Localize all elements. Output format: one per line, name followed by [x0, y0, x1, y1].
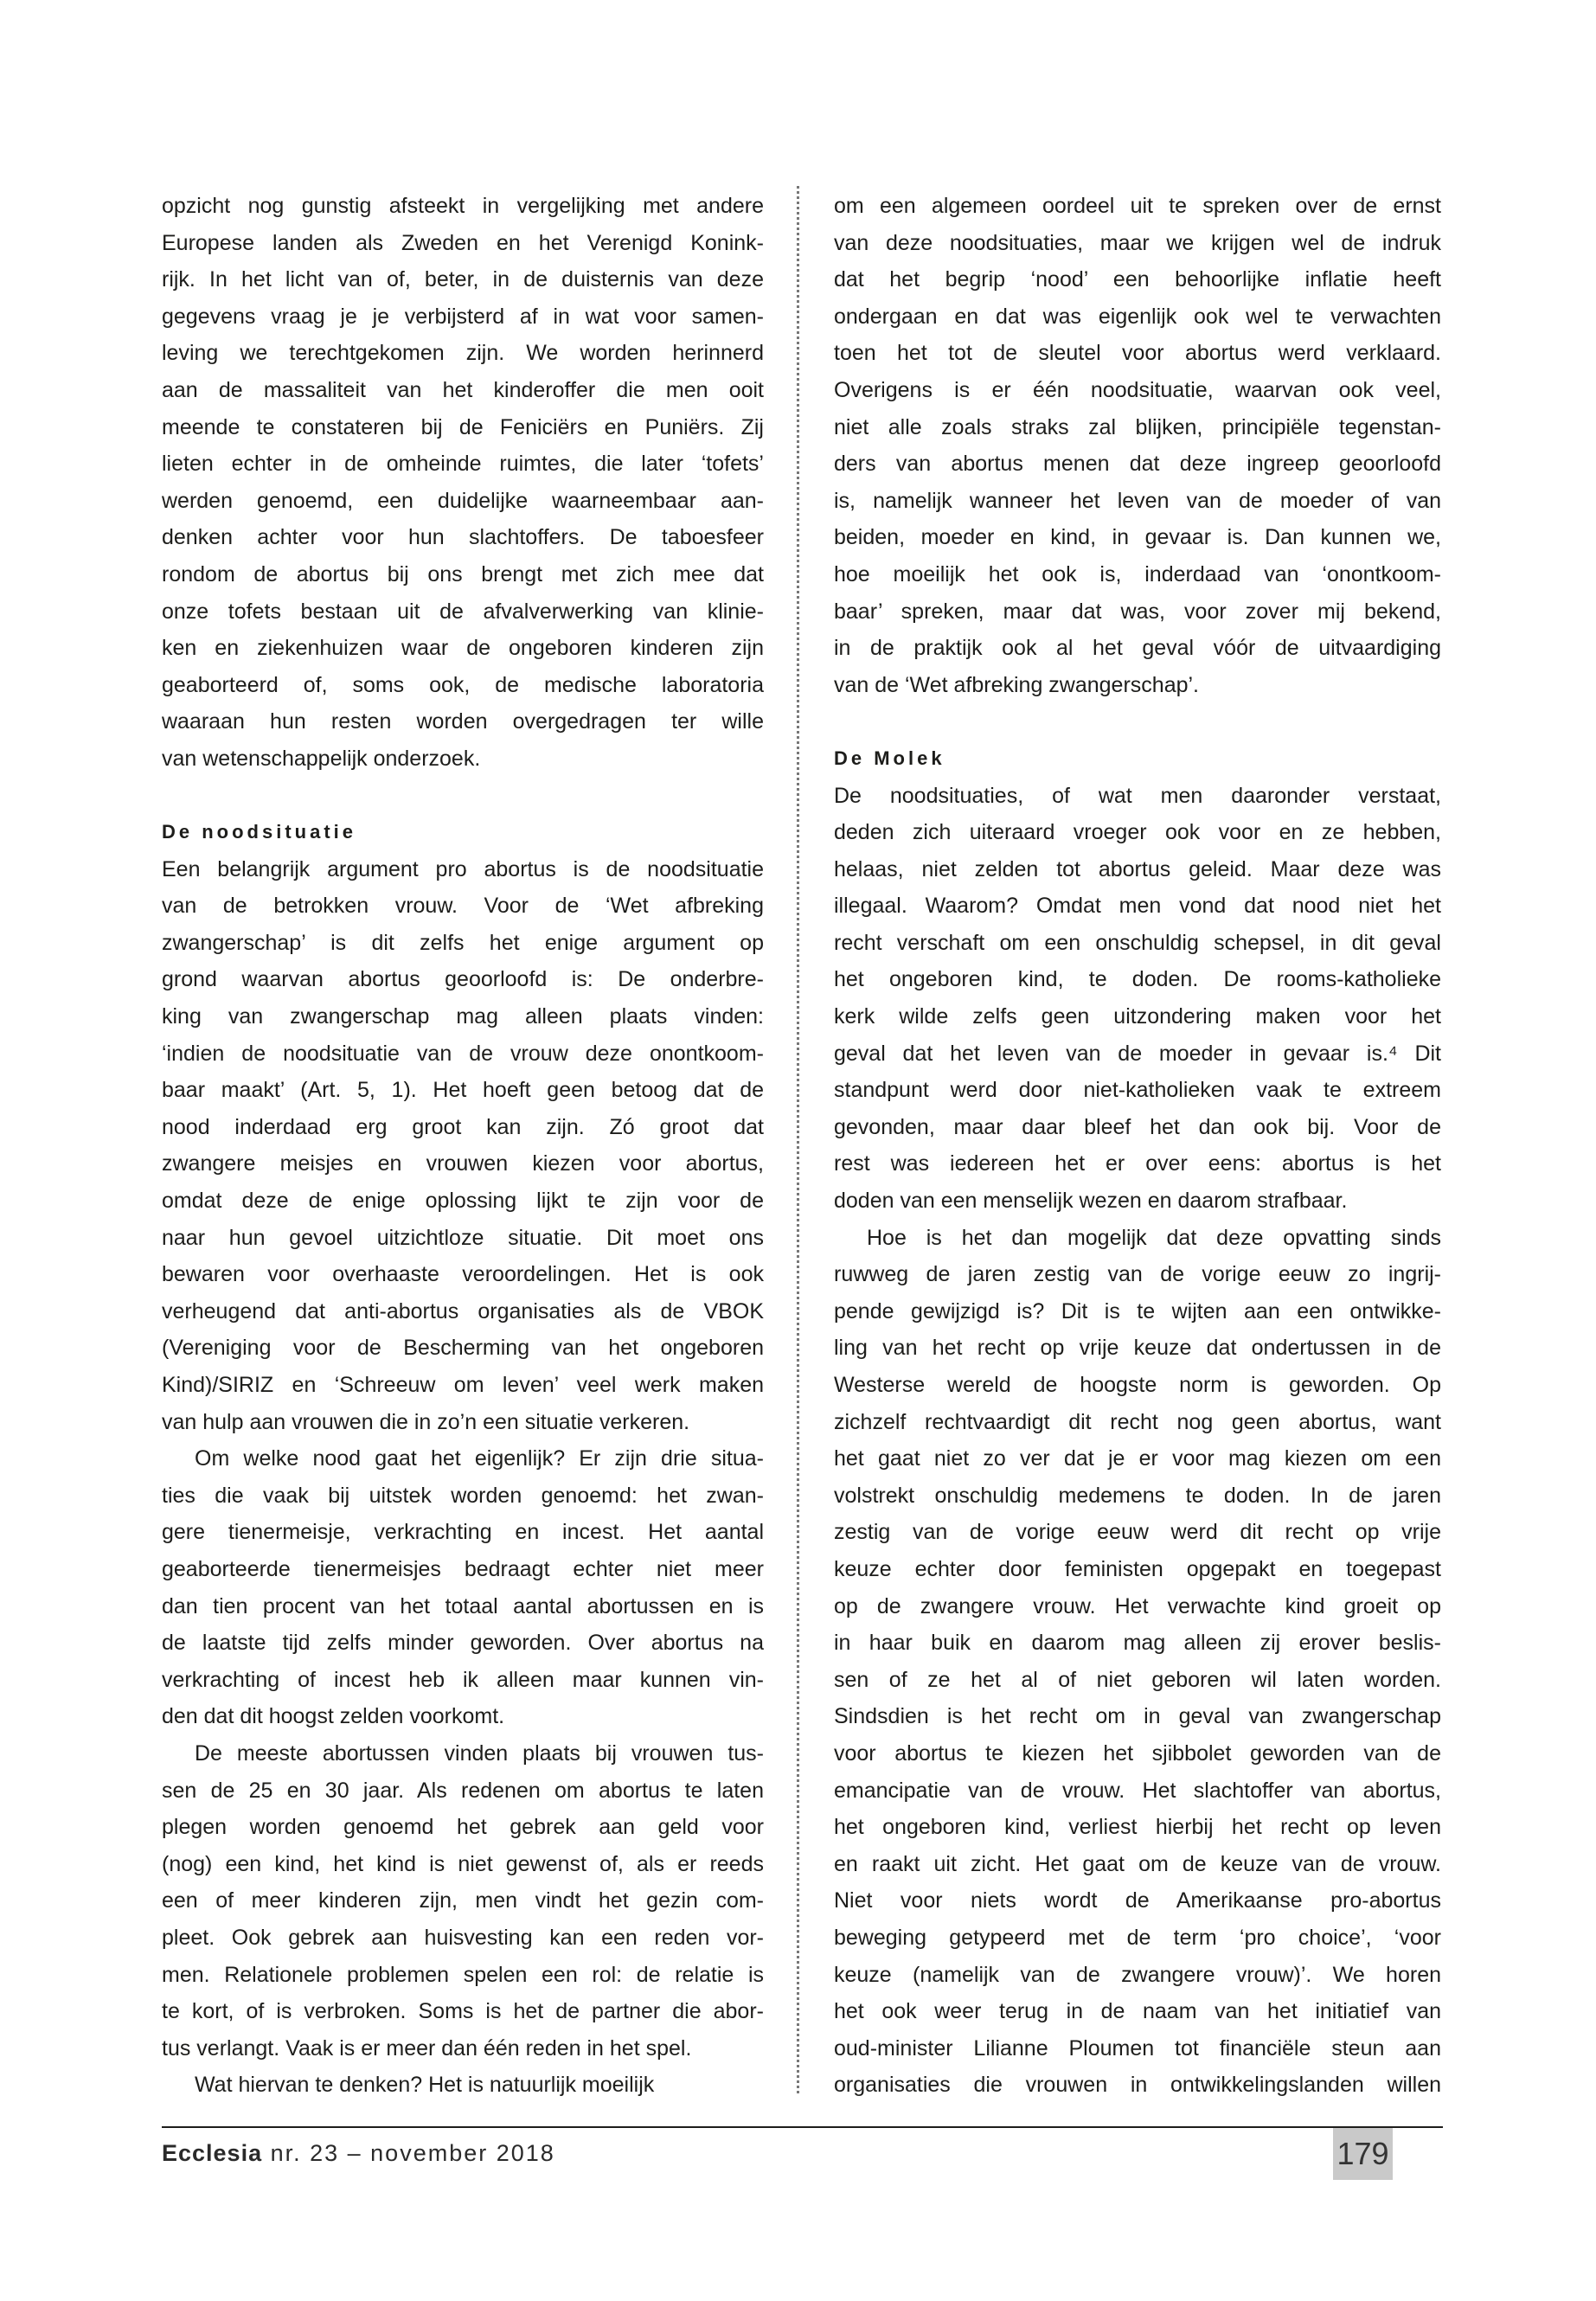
text-line: pleet. Ook gebrek aan huisvesting kan een reden vor-: [162, 1925, 764, 1950]
text-line: om een algemeen oordeel uit te spreken over de ernst: [834, 194, 1441, 218]
text-line: het ook weer terug in de naam van het initiatief van: [834, 1999, 1441, 2024]
paragraph: [162, 2067, 764, 2104]
text-line: waaraan hun resten worden overgedragen ter wille: [162, 709, 764, 734]
text-line: voor abortus te kiezen het sjibbolet geworden van de: [834, 1740, 1441, 1766]
text-line: op de zwangere vrouw. Het verwachte kind groeit op: [834, 1593, 1441, 1618]
text-line: sen de 25 en 30 jaar. Als redenen om abortus te laten: [162, 1778, 764, 1803]
text-line: oud-minister Lilianne Ploumen tot financiële steun aan: [834, 2035, 1441, 2061]
text-line: van de ‘Wet afbreking zwangerschap’.: [834, 672, 1199, 697]
paragraph: [834, 1220, 1441, 2104]
text-line: keuze echter door feministen opgepakt en toegepast: [834, 1556, 1441, 1581]
text-line: volstrekt onschuldig medemens te doden. In de jaren: [834, 1483, 1441, 1508]
text-line: emancipatie van de vrouw. Het slachtoffer van abortus,: [834, 1778, 1441, 1803]
text-line: grond waarvan abortus geoorloofd is: De onderbre-: [162, 967, 764, 992]
text-line: gere tienermeisje, verkrachting en incest. Het aantal: [162, 1520, 764, 1545]
text-line: king van zwangerschap mag alleen plaats vinden:: [162, 1004, 764, 1029]
text-line: geaborteerd of, soms ook, de medische laboratoria: [162, 672, 764, 697]
text-line: Overigens is er één noodsituatie, waarvan ook veel,: [834, 377, 1441, 402]
footer-rule: [162, 2126, 1443, 2128]
text-line: in de praktijk ook al het geval vóór de uitvaardiging: [834, 636, 1441, 661]
text-line: het ongeboren kind, te doden. De rooms-katholieke: [834, 967, 1441, 992]
text-line: dan tien procent van het totaal aantal abortussen en is: [162, 1593, 764, 1618]
text-line: geaborteerde tienermeisjes bedraagt echter niet meer: [162, 1556, 764, 1581]
right-column: [834, 188, 1441, 2104]
text-line: plegen worden genoemd het gebrek aan geld voor: [162, 1815, 764, 1840]
text-line: zwangerschap’ is dit zelfs het enige argument op: [162, 930, 764, 955]
section-heading: De noodsituatie: [162, 821, 357, 843]
text-line: hoe moeilijk het ook is, inderdaad van ‘onontkoom-: [834, 561, 1441, 586]
text-line: rest was iedereen het er over eens: abortus is het: [834, 1151, 1441, 1176]
text-line: Westerse wereld de hoogste norm is geworden. Op: [834, 1373, 1441, 1397]
text-line: De noodsituaties, of wat men daaronder verstaat,: [834, 783, 1441, 808]
text-line: van hulp aan vrouwen die in zo’n een situatie verkeren.: [162, 1409, 690, 1434]
text-line: Europese landen als Zweden en het Verenigd Konink-: [162, 230, 764, 255]
paragraph: [162, 1440, 764, 1735]
text-line: Wat hiervan te denken? Het is natuurlijk moeilijk: [195, 2073, 655, 2098]
text-line: en raakt uit zicht. Het gaat om de keuze van de vrouw.: [834, 1851, 1441, 1876]
text-line: werden genoemd, een duidelijke waarneembaar aan-: [162, 488, 764, 513]
text-line: Niet voor niets wordt de Amerikaanse pro-abortus: [834, 1888, 1441, 1913]
text-line: opzicht nog gunstig afsteekt in vergelijking met andere: [162, 194, 764, 218]
text-line: verheugend dat anti-abortus organisaties als de VBOK: [162, 1298, 764, 1324]
text-line: deden zich uiteraard vroeger ook voor en ze hebben,: [834, 820, 1441, 845]
text-line: meende te constateren bij de Feniciërs en Puniërs. Zij: [162, 414, 764, 439]
text-line: omdat deze de enige oplossing lijkt te zijn voor de: [162, 1189, 764, 1214]
text-line: gevonden, maar daar bleef het dan ook bij. Voor de: [834, 1114, 1441, 1139]
text-line: de laatste tijd zelfs minder geworden. Over abortus na: [162, 1631, 764, 1656]
text-line: naar hun gevoel uitzichtloze situatie. Dit moet ons: [162, 1225, 764, 1250]
text-line: baar maakt’ (Art. 5, 1). Het hoeft geen betoog dat de: [162, 1078, 764, 1103]
text-line: tus verlangt. Vaak is er meer dan één reden in het spel.: [162, 2035, 692, 2061]
text-line: ondergaan en dat was eigenlijk ook wel te verwachten: [834, 304, 1441, 329]
text-line: verkrachting of incest heb ik alleen maar kunnen vin-: [162, 1667, 764, 1692]
paragraph: [162, 1735, 764, 2067]
section-spacer: [162, 778, 764, 815]
text-line: nood inderdaad erg groot kan zijn. Zó groot dat: [162, 1114, 764, 1139]
text-line: van wetenschappelijk onderzoek.: [162, 746, 481, 771]
text-line: van deze noodsituaties, maar we krijgen wel de indruk: [834, 230, 1441, 255]
text-line: ken en ziekenhuizen waar de ongeboren kinderen zijn: [162, 636, 764, 661]
text-line: men. Relationele problemen spelen een rol: de relatie is: [162, 1962, 764, 1987]
text-line: Hoe is het dan mogelijk dat deze opvatting sinds: [867, 1225, 1441, 1250]
journal-name: Ecclesia: [162, 2140, 263, 2166]
text-line: zestig van de vorige eeuw werd dit recht op vrije: [834, 1520, 1441, 1545]
text-line: standpunt werd door niet-katholieken vaak te extreem: [834, 1078, 1441, 1103]
text-line: denken achter voor hun slachtoffers. De taboesfeer: [162, 525, 764, 550]
text-line: ruwweg de jaren zestig van de vorige eeuw zo ingrij-: [834, 1262, 1441, 1287]
text-line: ‘indien de noodsituatie van de vrouw deze onontkoom-: [162, 1041, 764, 1066]
text-line: Een belangrijk argument pro abortus is de noodsituatie: [162, 856, 764, 881]
text-line: gegevens vraag je je verbijsterd af in wat voor samen-: [162, 304, 764, 329]
text-line: aan de massaliteit van het kinderoffer die men ooit: [162, 377, 764, 402]
text-line: rijk. In het licht van of, beter, in de duisternis van deze: [162, 267, 764, 292]
text-line: (nog) een kind, het kind is niet gewenst of, als er reeds: [162, 1851, 764, 1876]
text-line: bewaren voor overhaaste veroordelingen. Het is ook: [162, 1262, 764, 1287]
text-line: (Vereniging voor de Bescherming van het ongeboren: [162, 1336, 764, 1361]
text-line: ling van het recht op vrije keuze dat ondertussen in de: [834, 1336, 1441, 1361]
column-divider: [797, 186, 799, 2093]
text-line: ties die vaak bij uitstek worden genoemd: het zwan-: [162, 1483, 764, 1508]
text-line: zichzelf rechtvaardigt dit recht nog geen abortus, want: [834, 1409, 1441, 1434]
footer-citation: [162, 2140, 555, 2167]
text-line: baar’ spreken, maar dat was, voor zover mij bekend,: [834, 599, 1441, 624]
text-line: zwangere meisjes en vrouwen kiezen voor abortus,: [162, 1151, 764, 1176]
text-line: organisaties die vrouwen in ontwikkelingslanden willen: [834, 2073, 1441, 2098]
section-spacer: [834, 703, 1441, 740]
text-line: is, namelijk wanneer het leven van de moeder of van: [834, 488, 1441, 513]
text-line: sen of ze het al of niet geboren wil laten worden.: [834, 1667, 1441, 1692]
text-line: pende gewijzigd is? Dit is te wijten aan een ontwikke-: [834, 1298, 1441, 1324]
text-line: De meeste abortussen vinden plaats bij vrouwen tus-: [195, 1740, 764, 1766]
text-line: den dat dit hoogst zelden voorkomt.: [162, 1704, 505, 1729]
text-line: recht verschaft om een onschuldig schepsel, in dit geval: [834, 930, 1441, 955]
text-line: beweging getypeerd met de term ‘pro choice’, ‘voor: [834, 1925, 1441, 1950]
text-line: beiden, moeder en kind, in gevaar is. Dan kunnen we,: [834, 525, 1441, 550]
text-line: Om welke nood gaat het eigenlijk? Er zijn drie situa-: [195, 1446, 764, 1471]
text-line: een of meer kinderen zijn, men vindt het gezin com-: [162, 1888, 764, 1913]
paragraph: [162, 851, 764, 1441]
section-heading: De Molek: [834, 747, 945, 769]
text-line: illegaal. Waarom? Omdat men vond dat nood niet het: [834, 894, 1441, 919]
text-line: lieten echter in de omheinde ruimtes, die later ‘tofets’: [162, 452, 764, 477]
text-line: leving we terechtgekomen zijn. We worden herinnerd: [162, 341, 764, 366]
text-line: niet alle zoals straks zal blijken, principiële tegenstan-: [834, 414, 1441, 439]
text-line: doden van een menselijk wezen en daarom strafbaar.: [834, 1189, 1348, 1214]
paragraph: [834, 778, 1441, 1220]
text-line: rondom de abortus bij ons brengt met zich mee dat: [162, 561, 764, 586]
issue-info: nr. 23 – november 2018: [262, 2140, 555, 2166]
text-line: het ongeboren kind, verliest hierbij het recht op leven: [834, 1815, 1441, 1840]
text-line: helaas, niet zelden tot abortus geleid. Maar deze was: [834, 856, 1441, 881]
text-line: van de betrokken vrouw. Voor de ‘Wet afbreking: [162, 894, 764, 919]
paragraph: [834, 188, 1441, 703]
left-column: [162, 188, 764, 2104]
paragraph: [162, 188, 764, 778]
text-line: het gaat niet zo ver dat je er voor mag kiezen om een: [834, 1446, 1441, 1471]
page-number: 179: [1333, 2128, 1393, 2180]
text-line: Sindsdien is het recht om in geval van zwangerschap: [834, 1704, 1441, 1729]
text-line: geval dat het leven van de moeder in gevaar is.⁴ Dit: [834, 1041, 1441, 1066]
text-line: kerk wilde zelfs geen uitzondering maken voor het: [834, 1004, 1441, 1029]
text-line: onze tofets bestaan uit de afvalverwerking van klinie-: [162, 599, 764, 624]
text-line: Kind)/SIRIZ en ‘Schreeuw om leven’ veel werk maken: [162, 1373, 764, 1397]
text-line: keuze (namelijk van de zwangere vrouw)’. We horen: [834, 1962, 1441, 1987]
text-line: ders van abortus menen dat deze ingreep geoorloofd: [834, 452, 1441, 477]
text-line: te kort, of is verbroken. Soms is het de partner die abor-: [162, 1999, 764, 2024]
text-line: dat het begrip ‘nood’ een behoorlijke inflatie heeft: [834, 267, 1441, 292]
text-line: in haar buik en daarom mag alleen zij erover beslis-: [834, 1631, 1441, 1656]
text-line: toen het tot de sleutel voor abortus werd verklaard.: [834, 341, 1441, 366]
